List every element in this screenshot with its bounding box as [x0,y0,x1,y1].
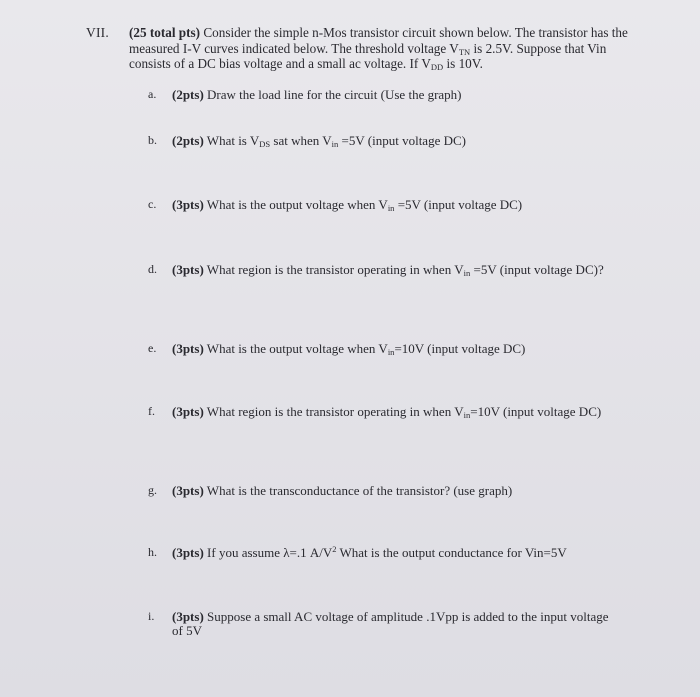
problem-statement: (25 total pts) Consider the simple n-Mos transistor circuit shown below. The transistor has the measured I-V curves indicated below. The threshold voltage $V_{TN}$ is 2.5V. Suppose that Vin consists of a DC bias voltage and a small ac voltage. If $V_{DD}$ is 10V. [129,25,628,72]
question-e: e. (3pts) What is the output voltage when $V_{in}=10V$ (input voltage DC) [148,341,526,357]
question-f: f. (3pts) What region is the transistor operating in when $V_{in}=10V$ (input voltage DC) [148,404,602,420]
total-points: (25 total pts) [129,25,201,40]
question-d: d. (3pts) What region is the transistor operating in when $V_{in} =5V$ (input voltage DC)? [148,262,604,278]
question-g: g. (3pts) What is the transconductance of the transistor? (use graph) [148,483,513,498]
question-h: h. (3pts) If you assume λ=.1 $A/V^2$ What is the output conductance for Vin=5V [148,544,567,560]
problem-number: VII. [86,25,109,40]
question-i: i. (3pts) Suppose a small AC voltage of amplitude .1Vpp is added to the input voltage of 5V [148,609,609,638]
question-c: c. (3pts) What is the output voltage when $V_{in} =5V$ (input voltage DC) [148,197,523,213]
question-b: b. (2pts) What is $V_{DS}$ sat when $V_{in} =5V$ (input voltage DC) [148,133,466,149]
question-a: a. (2pts) Draw the load line for the circuit (Use the graph) [148,87,462,102]
